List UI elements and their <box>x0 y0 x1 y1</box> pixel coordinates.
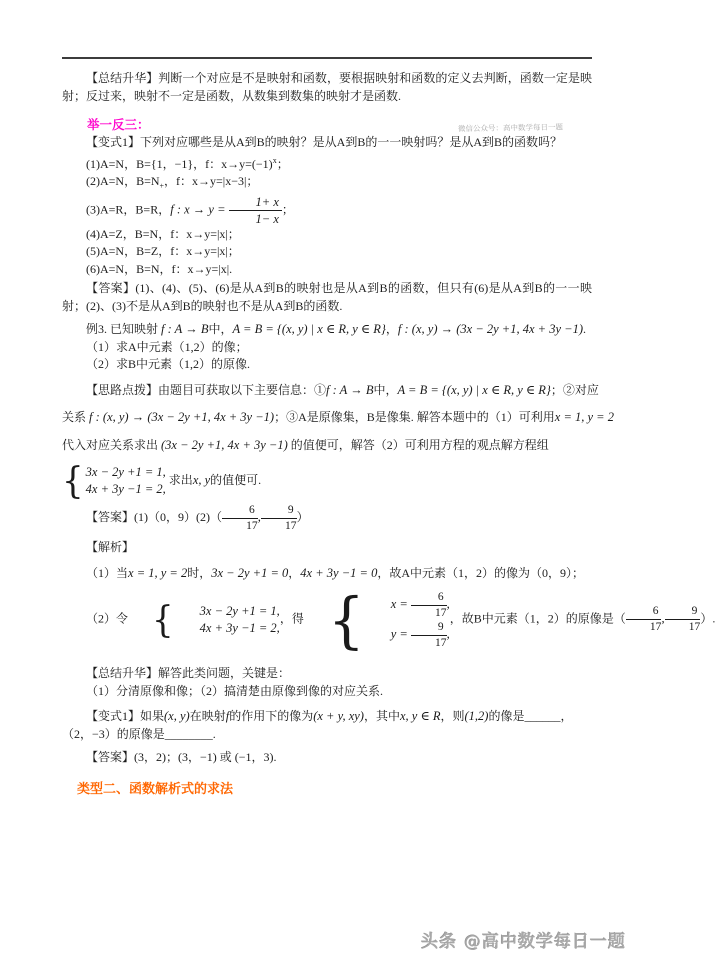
example3-mid2: ， <box>385 322 398 337</box>
hints-line1 <box>62 382 599 400</box>
analysis-sys2-x-comma: , <box>446 597 450 612</box>
analysis-sys2-x: x = <box>390 597 408 612</box>
answer3-fraction2 <box>261 504 297 533</box>
mapping-item-1 <box>62 152 592 174</box>
analysis-result-fraction1 <box>626 605 665 634</box>
mapping-item-3 <box>62 195 592 226</box>
item2-tail: ，f：x→y=|x−3|； <box>164 174 259 188</box>
example3-mid1: 中， <box>208 322 233 337</box>
variation2-math1: (x, y) <box>164 709 190 724</box>
hints-line1-mid: 中， <box>373 382 398 397</box>
analysis-s2-text: （2）令 <box>86 611 129 626</box>
summary2-line1: 【总结升华】解答此类问题，关键是： <box>86 666 291 681</box>
mapping-item-4: (4)A=Z，B=N，f：x→y=|x|； <box>86 226 240 241</box>
hints-system-line <box>62 459 592 503</box>
analysis-sys1-row2: 4x + 3y −1 = 2, <box>199 620 280 635</box>
analysis-system2 <box>304 584 450 656</box>
hints-tail-math: x, y <box>192 473 211 488</box>
example3-math1: f : A → B <box>161 322 209 337</box>
analysis-s2-tail-text: ，故B中元素（1，2）的原像是（ <box>449 611 626 626</box>
hints-line3-tail: 的值便可，解答（2）可利用方程的观点解方程组 <box>290 437 549 452</box>
analysis-sys2-y-fraction <box>411 621 447 650</box>
analysis-s1-text: （1）当 <box>86 565 129 580</box>
item3-fraction <box>229 195 282 226</box>
variation2-text1: 【变式1】如果 <box>86 709 165 724</box>
item3-math: f : x → y = <box>170 202 226 217</box>
x-fraction-num: 6 <box>411 591 447 606</box>
header-rule <box>62 57 592 59</box>
result-f2-num: 9 <box>665 605 701 620</box>
variation1-answer: 【答案】(1)、(4)、(5)、(6)是从A到B的映射也是从A到B的函数，但只有(6)是从A到B的一一映射；(2)、(3)不是从A到B的映射也不是从A到B的函数. <box>62 281 592 313</box>
analysis-sys2-y: y = <box>390 626 408 641</box>
hints-line2-mid: ；③A是原像集，B是像集. 解答本题中的（1）可利用 <box>274 410 555 425</box>
item3-fraction-denominator: 1− x <box>255 211 279 226</box>
left-brace: { <box>327 584 365 656</box>
item1-text: (1)A=N，B={1，−1}，f：x→y=(−1) <box>86 156 273 171</box>
variation2-question-line2: （2，−3）的原像是________. <box>62 726 216 741</box>
analysis-step1 <box>62 565 592 583</box>
summary-top-paragraph: 【总结升华】判断一个对应是不是映射和函数，要根据映射和函数的定义去判断，函数一定是映射；反过来，映射不一定是函数，从数集到数集的映射才是函数. <box>62 71 592 103</box>
item1-tail: ； <box>276 156 289 171</box>
analysis-s2-end: ）. <box>700 611 715 626</box>
result-f1-den: 17 <box>649 621 662 634</box>
answer3-fraction1 <box>222 504 258 533</box>
example3-question1: （1）求A中元素（1,2）的像； <box>86 339 248 354</box>
y-fraction-den: 17 <box>434 636 447 649</box>
equation-system <box>62 459 166 503</box>
analysis-s1-math3: 4x + 3y −1 = 0 <box>300 565 378 580</box>
variation2-math5: (1,2) <box>464 709 489 724</box>
document-page <box>0 57 715 962</box>
section-heading-lianxi: 举一反三： <box>87 118 150 132</box>
hints-line1-math2: A = B = {(x, y) | x ∈ R, y ∈ R} <box>397 382 551 397</box>
item1-superscript: x <box>272 155 277 165</box>
item3-text: (3)A=R，B=R， <box>86 202 171 217</box>
result-f2-den: 17 <box>688 621 701 634</box>
analysis-s1-math1: x = 1, y = 2 <box>128 565 188 580</box>
example3-intro: 例3. 已知映射 <box>86 322 159 337</box>
example3-math3: f : (x, y) → (3x − 2y +1, 4x + 3y −1) <box>397 322 583 337</box>
example3-end: . <box>583 322 586 337</box>
variation2-math3: (x + y, xy) <box>313 709 364 724</box>
result-f1-num: 6 <box>626 605 662 620</box>
left-brace: { <box>152 598 174 642</box>
answer3-text: 【答案】(1)（0，9）(2)（ <box>86 510 222 525</box>
hints-line2-math2: x = 1, y = 2 <box>554 410 614 425</box>
analysis-sys2-y-comma: , <box>446 626 450 641</box>
mapping-item-5: (5)A=N，B=Z，f：x→y=|x|； <box>86 244 240 259</box>
answer3-f1-den: 17 <box>246 520 258 533</box>
example3-math2: A = B = {(x, y) | x ∈ R, y ∈ R} <box>232 322 386 337</box>
variation2-text3: 的作用下的像为 <box>229 709 314 724</box>
system-row1: 3x − 2y +1 = 1, <box>85 465 166 480</box>
analysis-sys2-x-fraction <box>411 591 447 620</box>
analysis-s1-mid: 时， <box>187 565 212 580</box>
answer3-f2-num: 9 <box>261 504 297 519</box>
analysis-s1-tail: ，故A中元素（1，2）的像为（0，9）； <box>377 565 584 580</box>
hints-line1-tail: ；②对应 <box>550 382 599 397</box>
variation2-text2: 在映射 <box>189 709 226 724</box>
variation1-question: 【变式1】下列对应哪些是从A到B的映射？是从A到B的一一映射吗？是从A到B的函数吗？ <box>86 135 563 149</box>
hints-line3-text: 代入对应关系求出 <box>62 437 159 452</box>
watermark-text: 微信公众号：高中数学每日一题 <box>457 122 564 134</box>
item3-fraction-numerator: 1+ x <box>229 195 282 211</box>
variation2-math4: x, y ∈ R <box>399 709 441 724</box>
hints-line3 <box>62 437 592 455</box>
y-fraction-num: 9 <box>411 621 447 636</box>
answer3-comma: , <box>257 510 261 525</box>
item3-tail: ； <box>281 202 294 217</box>
answer3-f1-num: 6 <box>222 504 258 519</box>
variation2-answer: 【答案】(3，2)；(3，−1) 或 (−1，3). <box>86 750 277 765</box>
analysis-result-fraction2 <box>665 605 701 634</box>
example3-answer <box>62 504 592 533</box>
hints-tail1: 求出 <box>168 473 193 488</box>
analysis-label: 【解析】 <box>86 540 135 555</box>
analysis-s1-comma: ， <box>288 565 301 580</box>
variation2-question <box>62 708 592 726</box>
hints-line2 <box>62 409 614 427</box>
item2-subscript: + <box>159 181 165 191</box>
hints-line3-math: (3x − 2y +1, 4x + 3y −1) <box>161 437 288 452</box>
example3-statement <box>62 321 592 339</box>
hints-tail2: 的值便可. <box>210 473 262 488</box>
left-brace: { <box>62 459 84 503</box>
hints-line1-text: 【思路点拨】由题目可获取以下主要信息：① <box>86 382 327 397</box>
variation2-text4: ，其中 <box>363 709 400 724</box>
variation2-blank1: 的像是______， <box>488 709 573 724</box>
hints-line2-math1: f : (x, y) → (3x − 2y +1, 4x + 3y −1) <box>89 410 275 425</box>
system-row2: 4x + 3y −1 = 2, <box>85 482 166 497</box>
section-heading-type2: 类型二、函数解析式的求法 <box>77 781 234 797</box>
analysis-step2 <box>62 584 715 656</box>
hints-line2-text: 关系 <box>62 410 87 425</box>
variation2-text5: ，则 <box>440 709 465 724</box>
variation2-math2: f <box>225 709 230 724</box>
item2-text: (2)A=N，B=N <box>86 174 160 188</box>
hints-line1-math1: f : A → B <box>326 382 374 397</box>
x-fraction-den: 17 <box>434 606 447 619</box>
answer3-close: ） <box>296 510 309 525</box>
watermark-credit: 头条 @高中数学每日一题 <box>421 932 626 952</box>
answer3-f2-den: 17 <box>285 520 297 533</box>
analysis-s1-math2: 3x − 2y +1 = 0 <box>211 565 289 580</box>
summary2-line2: （1）分清原像和像；（2）搞清楚由原像到像的对应关系. <box>86 683 384 698</box>
mapping-item-6: (6)A=N，B=N，f：x→y=|x|. <box>86 261 233 276</box>
analysis-result-comma: , <box>661 611 665 626</box>
example3-question2: （2）求B中元素（1,2）的原像. <box>86 357 251 372</box>
document-content <box>62 57 715 798</box>
analysis-system1 <box>128 598 280 642</box>
analysis-sys1-row1: 3x − 2y +1 = 1, <box>199 603 280 618</box>
analysis-s2-mid: ，得 <box>279 611 304 626</box>
mapping-item-2 <box>62 173 592 195</box>
